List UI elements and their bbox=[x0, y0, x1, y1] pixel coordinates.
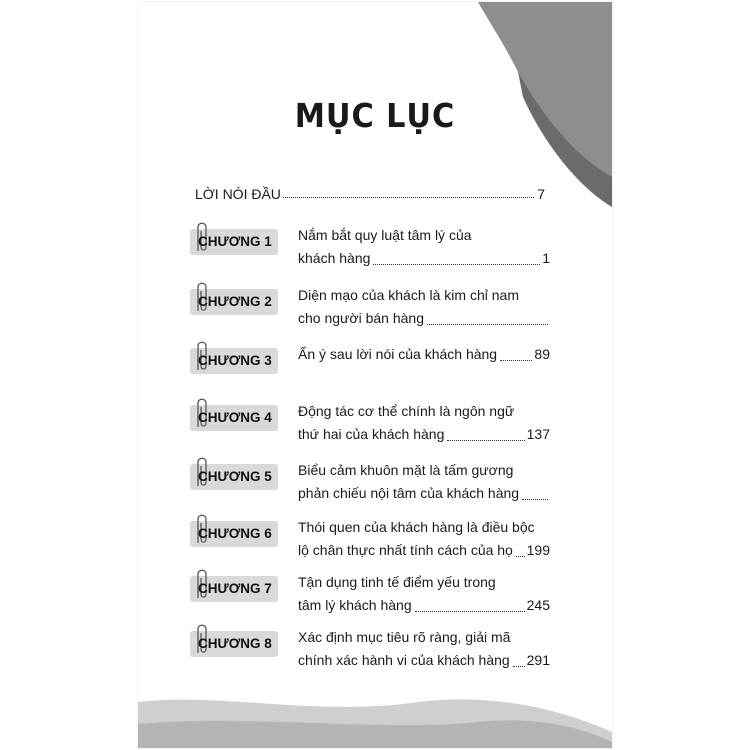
dot-leader bbox=[283, 197, 534, 198]
chapter-tab bbox=[186, 405, 278, 431]
chapter-entry bbox=[186, 571, 566, 615]
chapter-title-line1: Động tác cơ thể chính là ngôn ngữ bbox=[298, 403, 515, 419]
chapter-label: CHƯƠNG 5 bbox=[198, 469, 272, 484]
chapter-title-line1: Ẩn ý sau lời nói của khách hàng bbox=[298, 346, 498, 362]
dot-leader bbox=[373, 264, 540, 265]
chapter-title-line1: Biểu cảm khuôn mặt là tấm gương bbox=[298, 462, 514, 478]
chapter-label: CHƯƠNG 6 bbox=[198, 526, 272, 541]
chapter-entry bbox=[186, 400, 566, 444]
chapter-title-line2: phản chiếu nội tâm của khách hàng bbox=[298, 485, 520, 501]
chapter-title bbox=[298, 224, 550, 270]
chapter-page: 1 bbox=[542, 250, 550, 266]
chapter-title-line1: Diện mạo của khách là kim chỉ nam bbox=[298, 287, 519, 303]
page-title: MỤC LỤC bbox=[294, 96, 456, 135]
chapter-title-line2: tâm lý khách hàng bbox=[298, 597, 412, 613]
chapter-title-line2: lộ chân thực nhất tính cách của họ bbox=[298, 542, 513, 558]
chapter-entry bbox=[186, 459, 566, 503]
dot-leader bbox=[447, 440, 524, 441]
chapter-label: CHƯƠNG 4 bbox=[198, 410, 272, 425]
chapter-entry bbox=[186, 284, 566, 328]
preface-label: LỜI NÓI ĐẦU bbox=[195, 186, 281, 202]
chapter-title bbox=[298, 571, 550, 617]
chapter-title bbox=[298, 626, 550, 672]
dot-leader bbox=[522, 499, 548, 500]
chapter-page: 291 bbox=[526, 652, 550, 668]
chapter-tab bbox=[186, 289, 278, 315]
chapter-label: CHƯƠNG 7 bbox=[198, 581, 272, 596]
chapter-title-line1: Xác định mục tiêu rõ ràng, giải mã bbox=[298, 629, 511, 645]
chapter-label: CHƯƠNG 2 bbox=[198, 294, 272, 309]
chapter-title-line1: Tận dụng tinh tế điểm yếu trong bbox=[298, 574, 496, 590]
book-page bbox=[138, 2, 612, 748]
dot-leader bbox=[516, 556, 525, 557]
chapter-tab bbox=[186, 464, 278, 490]
chapter-label: CHƯƠNG 1 bbox=[198, 234, 272, 249]
dot-leader bbox=[427, 324, 548, 325]
chapter-title-line2: chính xác hành vi của khách hàng bbox=[298, 652, 510, 668]
chapter-tab bbox=[186, 229, 278, 255]
chapter-title-line2: thứ hai của khách hàng bbox=[298, 426, 445, 442]
chapter-page: 245 bbox=[526, 597, 550, 613]
chapter-title-line1: Thói quen của khách hàng là điều bộc bbox=[298, 519, 535, 535]
chapter-title bbox=[298, 343, 550, 366]
preface-entry bbox=[195, 182, 545, 202]
chapter-page: 137 bbox=[526, 426, 550, 442]
chapter-title bbox=[298, 400, 550, 446]
chapter-title bbox=[298, 516, 550, 562]
chapter-page: 199 bbox=[526, 542, 550, 558]
chapter-title bbox=[298, 459, 550, 505]
chapter-entry bbox=[186, 626, 566, 670]
chapter-entry bbox=[186, 343, 566, 387]
dot-leader bbox=[513, 666, 525, 667]
dot-leader bbox=[500, 360, 532, 361]
chapter-tab bbox=[186, 576, 278, 602]
chapter-tab bbox=[186, 521, 278, 547]
chapter-title-line2: cho người bán hàng bbox=[298, 310, 424, 326]
chapter-page: 89 bbox=[534, 346, 550, 362]
chapter-title-line2: khách hàng bbox=[298, 250, 371, 266]
chapter-entry bbox=[186, 516, 566, 560]
chapter-label: CHƯƠNG 8 bbox=[198, 636, 272, 651]
preface-page: 7 bbox=[537, 186, 545, 202]
chapter-entry bbox=[186, 224, 566, 268]
chapter-tab bbox=[186, 631, 278, 657]
chapter-title-line1: Nắm bắt quy luật tâm lý của bbox=[298, 227, 472, 243]
chapter-label: CHƯƠNG 3 bbox=[198, 353, 272, 368]
dot-leader bbox=[415, 611, 525, 612]
chapter-tab bbox=[186, 348, 278, 374]
chapter-title bbox=[298, 284, 550, 330]
